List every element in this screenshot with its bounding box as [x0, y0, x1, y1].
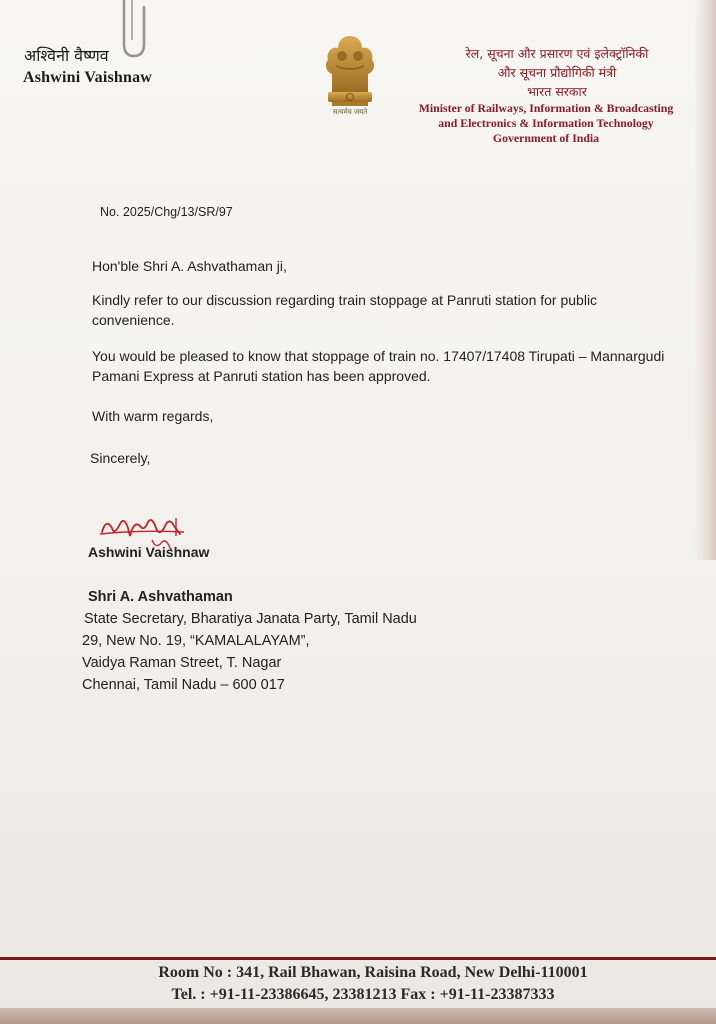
- emblem-motto: सत्यमेव जयते: [332, 108, 368, 116]
- ministry-hindi-line: भारत सरकार: [527, 84, 587, 99]
- paper-clip-icon: [112, 0, 152, 64]
- ministry-hindi-line: रेल, सूचना और प्रसारण एवं इलेक्ट्रॉनिकी: [465, 46, 649, 61]
- reference-number: No. 2025/Chg/13/SR/97: [100, 205, 233, 219]
- ministry-english-line: Minister of Railways, Information & Broadcasting: [418, 101, 674, 115]
- salutation: Hon'ble Shri A. Ashvathaman ji,: [92, 258, 287, 274]
- minister-name-english: Ashwini Vaishnaw: [23, 69, 153, 86]
- recipient-address-line: 29, New No. 19, “KAMALALAYAM”,: [82, 633, 310, 649]
- recipient-address-line: State Secretary, Bharatiya Janata Party, Tamil Nadu: [84, 611, 417, 627]
- recipient-address-line: Vaidya Raman Street, T. Nagar: [82, 655, 282, 671]
- recipient-address-line: Chennai, Tamil Nadu – 600 017: [82, 677, 285, 693]
- office-contact: Tel. : +91-11-23386645, 23381213 Fax : +91-11-23387333: [171, 986, 555, 1003]
- closing-sincerely: Sincerely,: [90, 450, 151, 466]
- paragraph-discussion: Kindly refer to our discussion regarding train stoppage at Panruti station for public convenience.: [92, 292, 598, 328]
- minister-name-hindi: अश्विनी वैष्णव: [24, 46, 109, 65]
- ministry-english-line: and Electronics & Information Technology: [438, 116, 654, 130]
- ministry-title-hindi: [412, 44, 702, 101]
- recipient-address-block: [82, 586, 417, 696]
- closing-regards: With warm regards,: [92, 408, 214, 424]
- signatory-name: Ashwini Vaishnaw: [88, 544, 210, 560]
- ministry-hindi-line: और सूचना प्रौद्योगिकी मंत्री: [497, 65, 617, 80]
- table-surface: [0, 1008, 716, 1024]
- ministry-english-line: Government of India: [492, 131, 600, 145]
- office-footer: [0, 962, 716, 1006]
- paragraph-approval: You would be pleased to know that stoppage of train no. 17407/17408 Tirupati – Mannargudi Pamani Express at Panruti station has been approved.: [92, 348, 665, 384]
- office-address: Room No : 341, Rail Bhawan, Raisina Road, New Delhi-110001: [158, 964, 588, 981]
- recipient-name: Shri A. Ashvathaman: [88, 589, 233, 605]
- bleed-through-text: [412, 0, 712, 40]
- ministry-title-english: [410, 101, 682, 146]
- footer-divider: [0, 957, 716, 960]
